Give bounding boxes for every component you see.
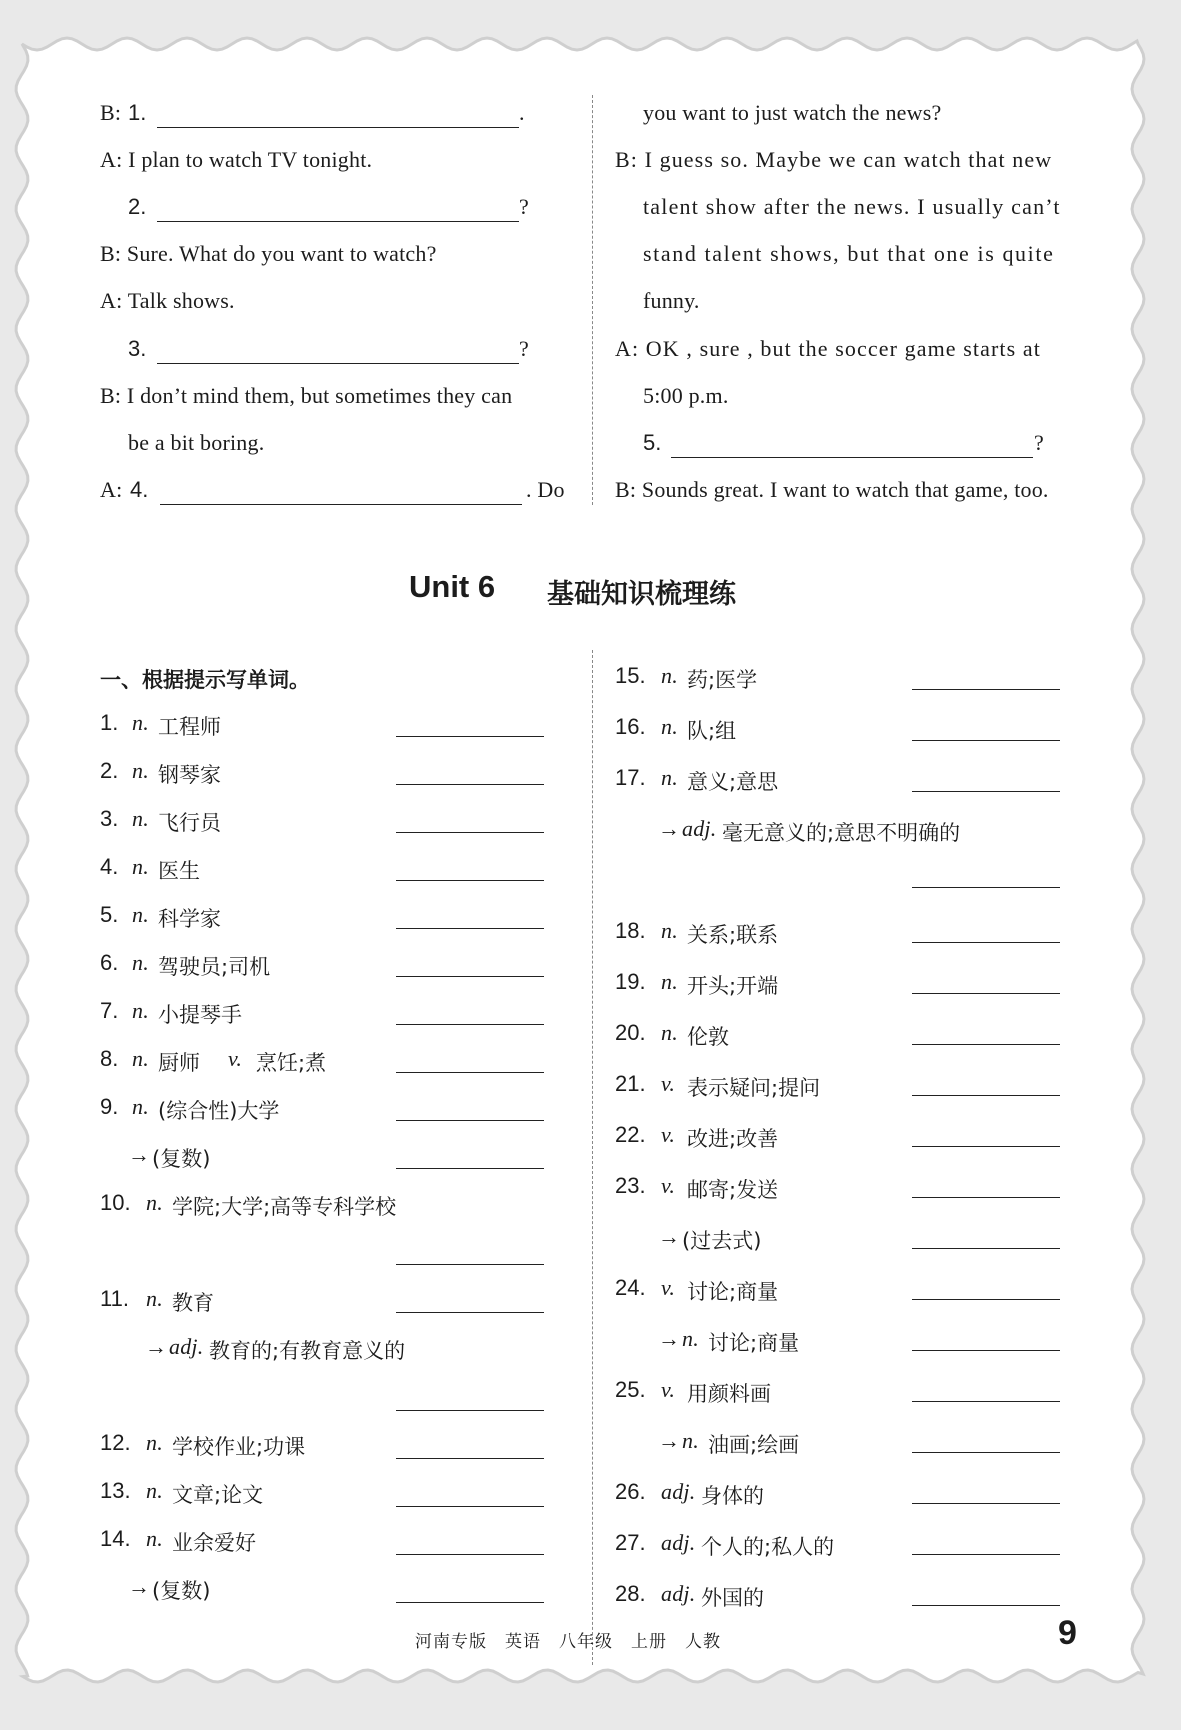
item-number: 2. [100,758,119,783]
word-answer-blank[interactable] [912,1095,1060,1096]
meaning-text: 队;组 [687,719,737,743]
meaning-text: 讨论;商量 [708,1331,800,1355]
word-answer-blank[interactable] [396,976,544,977]
part-of-speech: n. [146,1478,163,1503]
meaning-text: 学院;大学;高等专科学校 [172,1195,397,1219]
part-of-speech: adj. [661,1479,696,1504]
part-of-speech: n. [132,854,149,879]
part-of-speech: n. [132,950,149,975]
part-of-speech: n. [661,969,678,994]
word-answer-blank[interactable] [396,928,544,929]
arrow-symbol: → [658,1224,681,1249]
item-number: 19. [615,969,646,994]
end-punctuation: ? [519,336,529,361]
item-number: 23. [615,1173,646,1198]
dialogue-left-line-4: B: Sure. What do you want to watch? [100,241,437,266]
speaker-label: B: [100,100,122,125]
word-answer-blank[interactable] [396,1120,544,1121]
meaning-text: 医生 [158,859,200,883]
meaning-text: 开头;开端 [687,974,779,998]
dialogue-right-line-4: stand talent shows, but that one is quite [643,241,1055,266]
item-number: 12. [100,1430,131,1455]
blank-number: 5. [643,430,662,455]
item-number: 14. [100,1526,131,1551]
word-answer-blank[interactable] [396,1072,544,1073]
vocab-column-divider [592,650,593,1665]
meaning-text: 厨师 [158,1051,200,1075]
meaning-text: 油画;绘画 [708,1433,800,1457]
word-answer-blank[interactable] [396,1410,544,1411]
dialogue-right-line-1: you want to just watch the news? [643,100,942,125]
item-number: 18. [615,918,646,943]
part-of-speech: n. [682,1326,699,1351]
blank-number: 2. [128,194,147,219]
item-number: 24. [615,1275,646,1300]
dialogue-right-line-2: B: I guess so. Maybe we can watch that new [615,147,1053,172]
item-number: 10. [100,1190,131,1215]
section-title-cn: 基础知识梳理练 [547,579,736,610]
part-of-speech: n. [146,1430,163,1455]
dialogue-right-line-7: 5:00 p.m. [643,383,729,408]
word-answer-blank[interactable] [396,1506,544,1507]
item-number: 7. [100,998,119,1023]
dialogue-left-line-2: A: I plan to watch TV tonight. [100,147,373,172]
item-number: 28. [615,1581,646,1606]
dialogue-right-line-5: funny. [643,288,700,313]
answer-blank-4[interactable] [160,504,522,505]
word-answer-blank[interactable] [396,1554,544,1555]
word-answer-blank[interactable] [912,1248,1060,1249]
part-of-speech: n. [661,765,678,790]
item-number: 27. [615,1530,646,1555]
meaning-text: 科学家 [158,907,221,931]
meaning-text: 身体的 [701,1484,764,1508]
meaning-text: 毫无意义的;意思不明确的 [722,821,961,845]
meaning-text: 个人的;私人的 [701,1535,835,1559]
dialogue-right-line-3: talent show after the news. I usually can’t [643,194,1061,219]
dialogue-right-line-9: B: Sounds great. I want to watch that game, too. [615,477,1049,502]
word-answer-blank[interactable] [396,1312,544,1313]
arrow-symbol: → [658,1326,681,1351]
word-answer-blank[interactable] [912,1452,1060,1453]
meaning-text: 伦敦 [687,1025,729,1049]
part-of-speech: n. [146,1526,163,1551]
word-answer-blank[interactable] [396,1168,544,1169]
meaning-text: (复数) [152,1147,211,1171]
answer-blank-2[interactable] [157,221,519,222]
part-of-speech: n. [132,998,149,1023]
word-answer-blank[interactable] [912,1401,1060,1402]
item-number: 16. [615,714,646,739]
word-answer-blank[interactable] [912,791,1060,792]
end-text: . Do [526,477,565,502]
item-number: 4. [100,854,119,879]
meaning-text: 用颜料画 [687,1382,771,1406]
meaning-text: 外国的 [701,1586,764,1610]
meaning-text: 文章;论文 [172,1483,264,1507]
item-number: 6. [100,950,119,975]
word-answer-blank[interactable] [396,1264,544,1265]
arrow-symbol: → [145,1334,168,1359]
arrow-symbol: → [128,1142,151,1167]
part-of-speech: n. [132,1094,149,1119]
meaning-text: 业余爱好 [172,1531,256,1555]
item-number: 11. [100,1286,129,1311]
meaning-text: 表示疑问;提问 [687,1076,821,1100]
item-number: 1. [100,710,119,735]
part-of-speech: v. [661,1122,676,1147]
word-answer-blank[interactable] [912,993,1060,994]
item-number: 5. [100,902,119,927]
arrow-symbol: → [128,1574,151,1599]
word-answer-blank[interactable] [396,880,544,881]
word-answer-blank[interactable] [912,1554,1060,1555]
meaning-text: 药;医学 [687,668,758,692]
part-of-speech: n. [661,663,678,688]
word-answer-blank[interactable] [912,689,1060,690]
word-answer-blank[interactable] [912,942,1060,943]
item-number: 13. [100,1478,131,1503]
part-of-speech: v. [661,1071,676,1096]
unit-title: Unit 6 [409,569,496,604]
part-of-speech: n. [661,714,678,739]
instruction: 一、根据提示写单词。 [100,668,310,692]
part-of-speech: n. [132,806,149,831]
end-punctuation: ? [519,194,529,219]
item-number: 8. [100,1046,119,1071]
meaning-text: 教育 [172,1291,214,1315]
dialogue-column-divider [592,95,593,505]
item-number: 9. [100,1094,119,1119]
word-answer-blank[interactable] [912,887,1060,888]
word-answer-blank[interactable] [396,832,544,833]
meaning-text: 小提琴手 [158,1003,242,1027]
item-number: 25. [615,1377,646,1402]
item-number: 26. [615,1479,646,1504]
end-punctuation: . [519,100,525,125]
part-of-speech: adj. [661,1530,696,1555]
meaning-text: (综合性)大学 [158,1099,280,1123]
word-answer-blank[interactable] [396,1602,544,1603]
meaning-text: 改进;改善 [687,1127,779,1151]
dialogue-right-line-6: A: OK , sure , but the soccer game starts at [615,336,1041,361]
word-answer-blank[interactable] [912,1146,1060,1147]
meaning-text: 工程师 [158,715,221,739]
part-of-speech: n. [132,1046,149,1071]
word-answer-blank[interactable] [396,1024,544,1025]
word-answer-blank[interactable] [912,740,1060,741]
dialogue-left-line-8: be a bit boring. [128,430,265,455]
item-number: 20. [615,1020,646,1045]
dialogue-left-line-5: A: Talk shows. [100,288,235,313]
dialogue-left-line-7: B: I don’t mind them, but sometimes they can [100,383,513,408]
meaning-text: 钢琴家 [158,763,221,787]
part-of-speech: n. [146,1286,163,1311]
meaning-text: 关系;联系 [687,923,779,947]
speaker-label: A: [100,477,123,502]
blank-number: 4. [130,477,149,502]
meaning-text: 教育的;有教育意义的 [209,1339,406,1363]
meaning-text: 飞行员 [158,811,221,835]
word-answer-blank[interactable] [396,736,544,737]
part-of-speech: v. [228,1046,243,1071]
part-of-speech: adj. [661,1581,696,1606]
meaning-text: 烹饪;煮 [256,1051,327,1075]
part-of-speech: n. [661,918,678,943]
meaning-text: 讨论;商量 [687,1280,779,1304]
part-of-speech: n. [682,1428,699,1453]
page-number: 9 [1058,1614,1077,1652]
meaning-text: 意义;意思 [687,770,779,794]
part-of-speech: adj. [682,816,717,841]
blank-number: 1. [128,100,147,125]
meaning-text: (过去式) [682,1229,762,1253]
part-of-speech: n. [146,1190,163,1215]
item-number: 17. [615,765,646,790]
word-answer-blank[interactable] [396,1458,544,1459]
part-of-speech: n. [132,758,149,783]
answer-blank-3[interactable] [157,363,519,364]
part-of-speech: n. [132,902,149,927]
meaning-text: 学校作业;功课 [172,1435,306,1459]
item-number: 21. [615,1071,646,1096]
part-of-speech: adj. [169,1334,204,1359]
word-answer-blank[interactable] [912,1044,1060,1045]
footer-text: 河南专版 英语 八年级 上册 人教 [415,1632,721,1652]
item-number: 22. [615,1122,646,1147]
item-number: 15. [615,663,646,688]
meaning-text: 驾驶员;司机 [158,955,271,979]
meaning-text: 邮寄;发送 [687,1178,779,1202]
answer-blank-1[interactable] [157,127,519,128]
word-answer-blank[interactable] [912,1605,1060,1606]
part-of-speech: v. [661,1173,676,1198]
word-answer-blank[interactable] [912,1197,1060,1198]
part-of-speech: v. [661,1275,676,1300]
end-punctuation: ? [1034,430,1044,455]
word-answer-blank[interactable] [912,1299,1060,1300]
part-of-speech: n. [661,1020,678,1045]
part-of-speech: n. [132,710,149,735]
word-answer-blank[interactable] [912,1350,1060,1351]
item-number: 3. [100,806,119,831]
word-answer-blank[interactable] [396,784,544,785]
answer-blank-5[interactable] [671,457,1033,458]
part-of-speech: v. [661,1377,676,1402]
arrow-symbol: → [658,816,681,841]
arrow-symbol: → [658,1428,681,1453]
meaning-text: (复数) [152,1579,211,1603]
blank-number: 3. [128,336,147,361]
word-answer-blank[interactable] [912,1503,1060,1504]
